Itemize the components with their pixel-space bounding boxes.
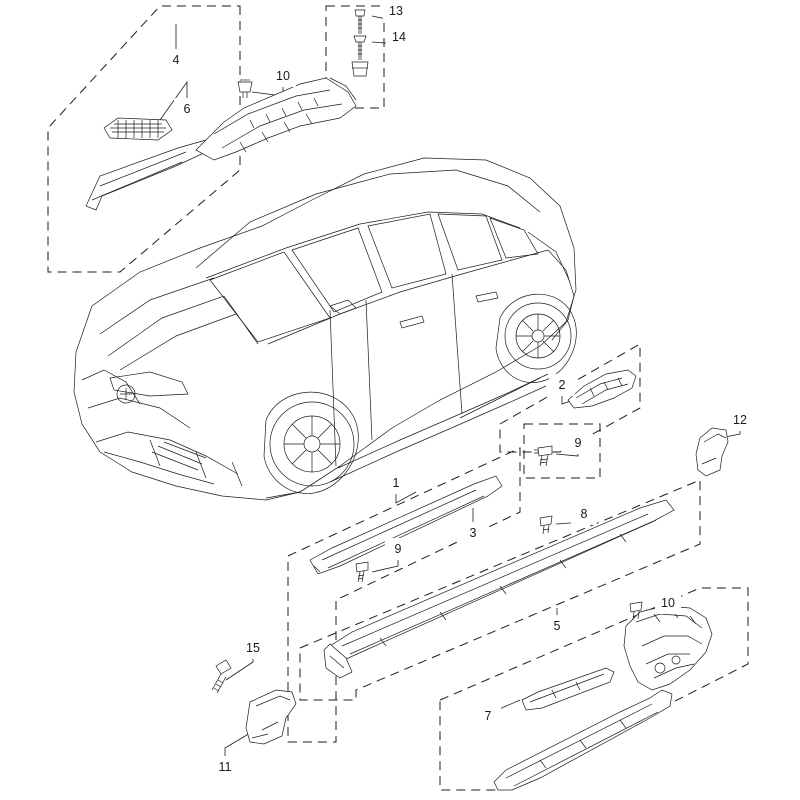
part-9-screw-left — [356, 562, 368, 582]
callout-13[interactable]: 13 — [383, 0, 409, 22]
callout-10-rear[interactable]: 10 — [655, 592, 681, 614]
part-14-bolt-lower — [354, 36, 366, 60]
callout-6[interactable]: 6 — [174, 98, 200, 120]
part-8-clip-fastener — [540, 516, 552, 534]
callout-15[interactable]: 15 — [240, 637, 266, 659]
part-7-rear-sill-panel — [494, 602, 712, 790]
part-13-bolt-upper — [355, 10, 365, 34]
callout-3[interactable]: 3 — [460, 522, 486, 544]
vehicle-illustration — [74, 158, 576, 500]
callout-1[interactable]: 1 — [383, 472, 409, 494]
part-2-rear-wheel-arch-trim — [568, 370, 636, 408]
callout-11[interactable]: 11 — [212, 756, 238, 778]
callout-8[interactable]: 8 — [571, 503, 597, 525]
callout-4[interactable]: 4 — [163, 49, 189, 71]
part-4-front-sill-panel — [196, 78, 356, 160]
part-9-screw-right — [534, 446, 552, 466]
part-5-side-sill-moulding — [324, 500, 674, 678]
part-15-tapping-screw — [212, 660, 231, 693]
callout-2[interactable]: 2 — [549, 374, 575, 396]
callout-12[interactable]: 12 — [727, 409, 753, 431]
callout-5[interactable]: 5 — [544, 615, 570, 637]
callout-14[interactable]: 14 — [386, 26, 412, 48]
callout-9-right[interactable]: 9 — [565, 432, 591, 454]
part-6-front-sill-garnish — [86, 118, 206, 210]
callout-7[interactable]: 7 — [475, 705, 501, 727]
callout-10[interactable]: 10 — [270, 65, 296, 87]
part-10-push-clip-upper — [238, 80, 252, 98]
part-12-mud-flap-rear — [696, 428, 728, 476]
bolt-seat-detail — [352, 62, 368, 76]
callout-9[interactable]: 9 — [385, 538, 411, 560]
